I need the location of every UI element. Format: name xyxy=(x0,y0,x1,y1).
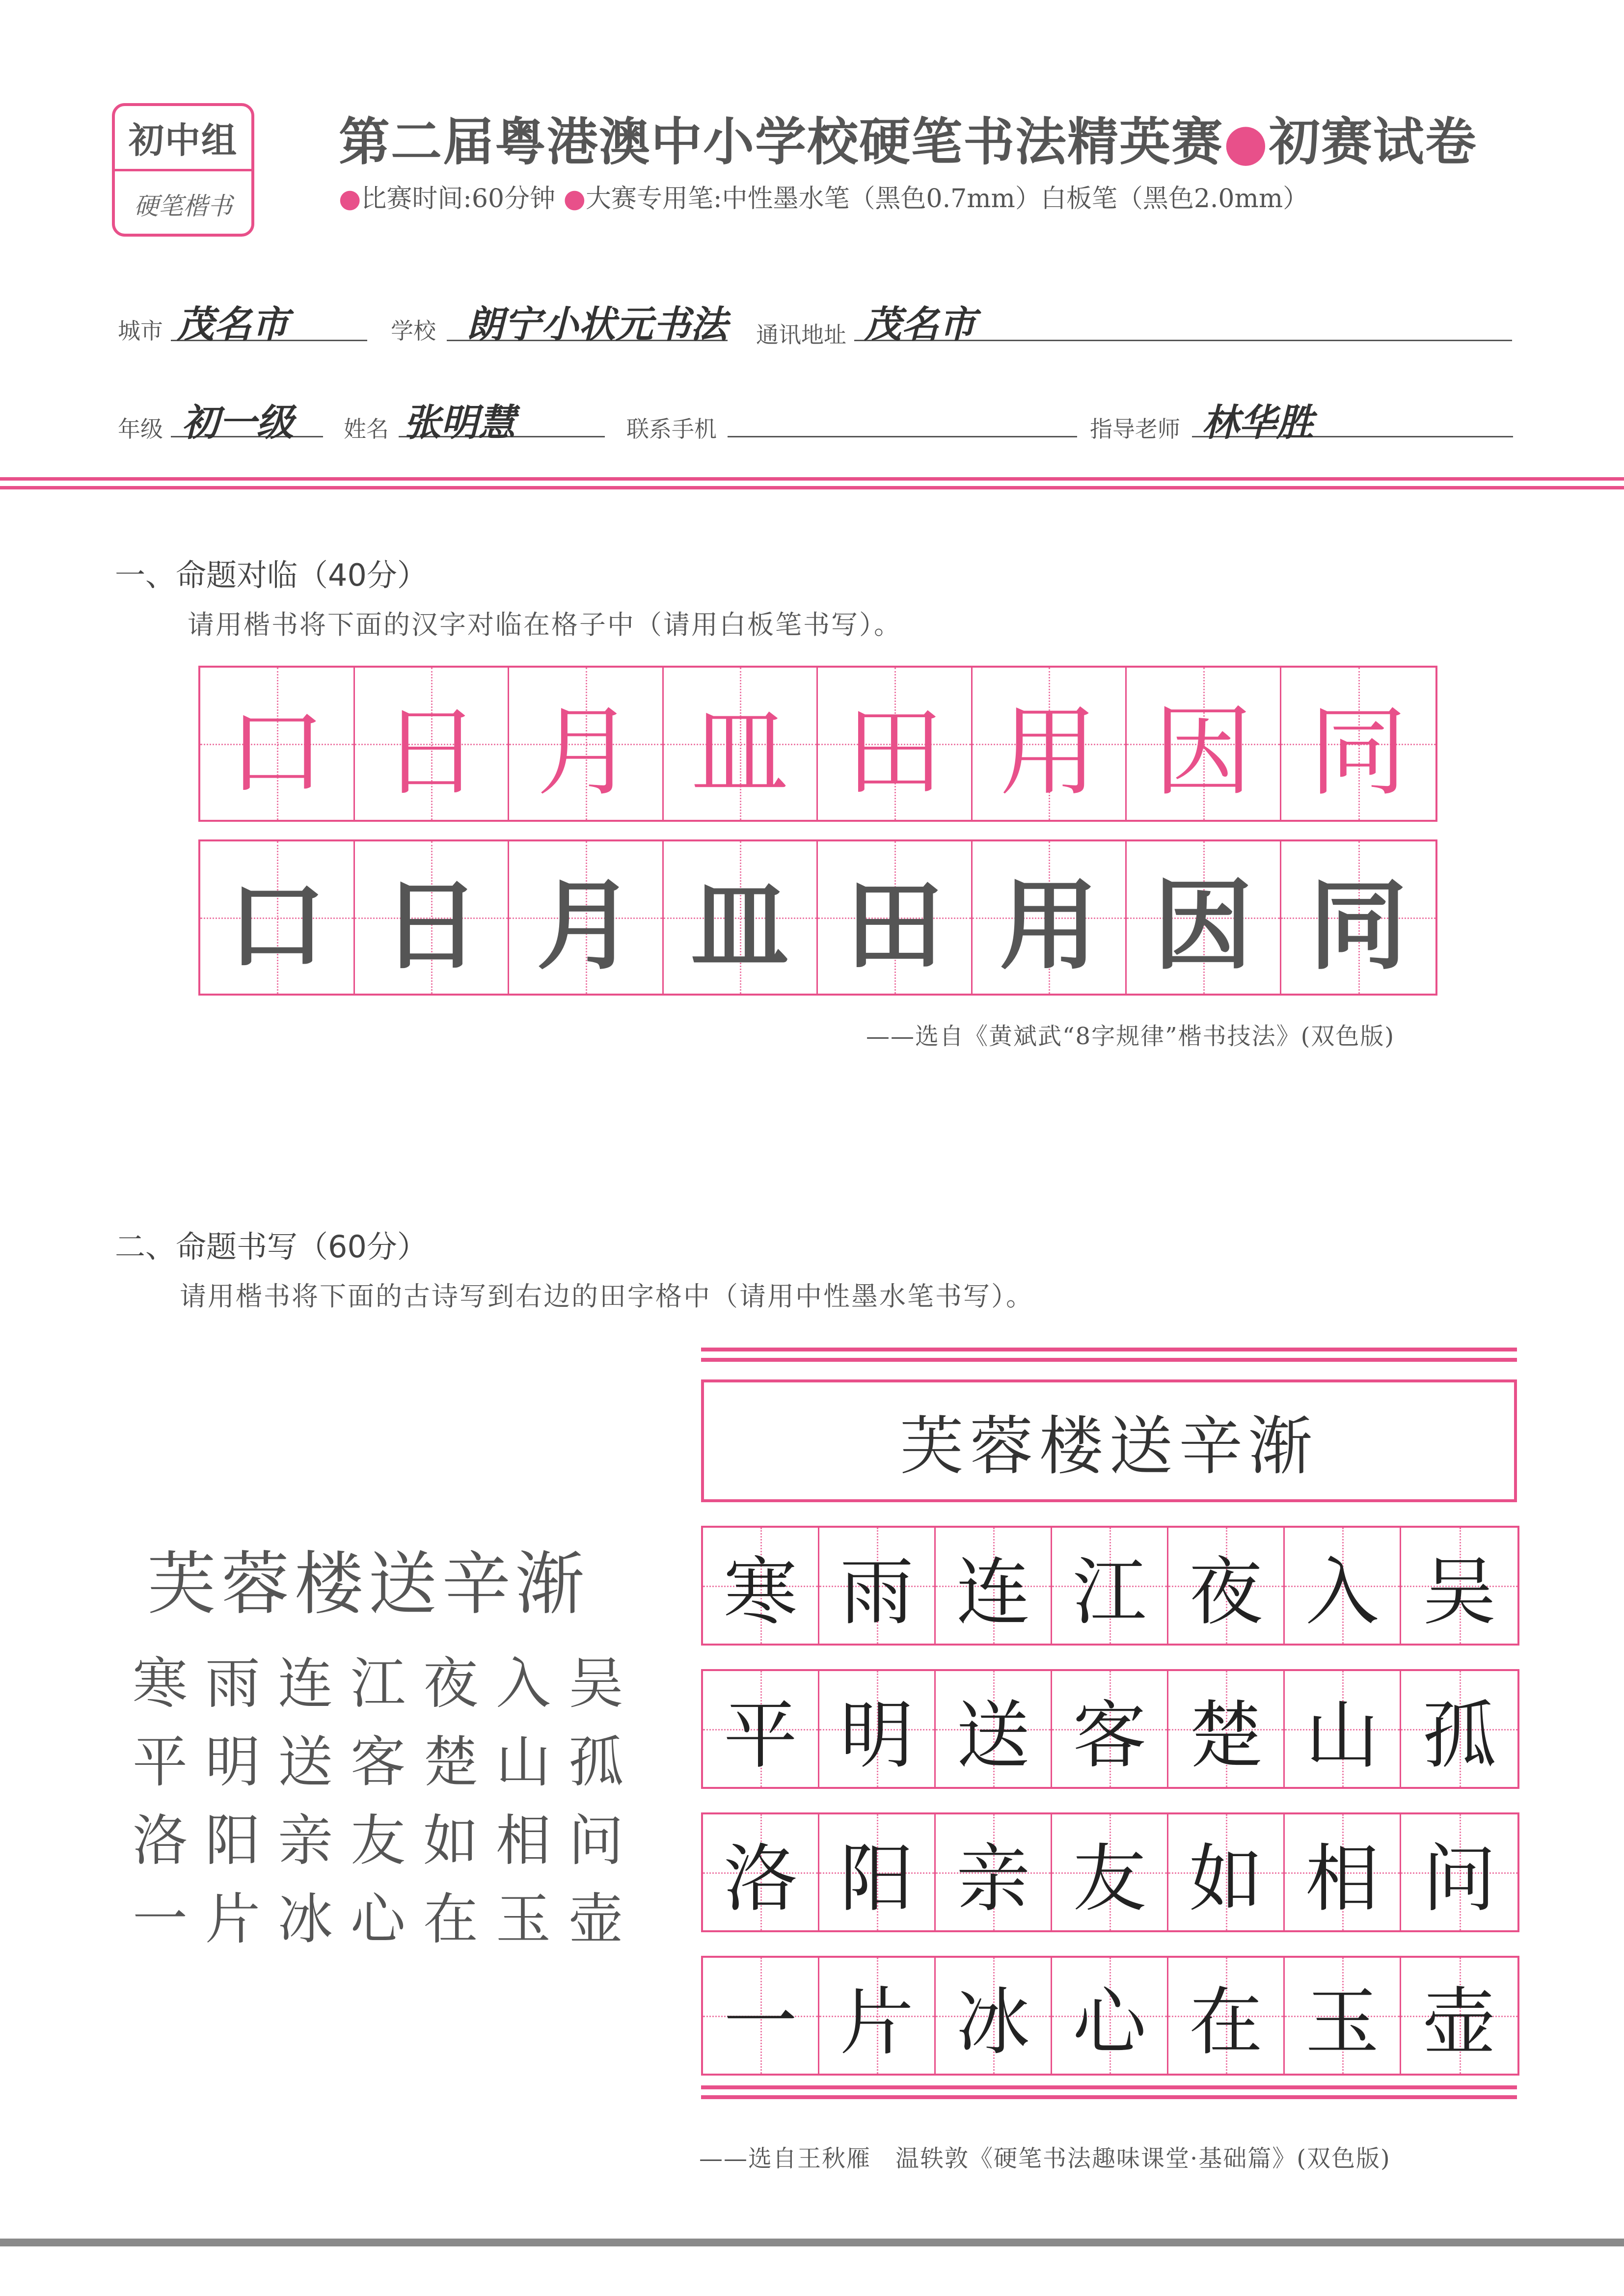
poem-char: 问 xyxy=(1422,1837,1496,1922)
grid-cell[interactable] xyxy=(1285,1814,1401,1930)
written-char: 皿 xyxy=(691,868,789,983)
poem-char: 寒 xyxy=(723,1550,797,1635)
section1-instruction: 请用楷书将下面的汉字对临在格子中（请用白板笔书写）。 xyxy=(188,609,902,640)
section1-source: ——选自《黄斌武“8字规律”楷书技法》(双色版) xyxy=(866,1023,1395,1050)
grid-cell[interactable] xyxy=(1285,1671,1401,1787)
grid-cell[interactable] xyxy=(703,1671,819,1787)
grid-cell[interactable] xyxy=(1052,1528,1168,1644)
grid-cell[interactable] xyxy=(936,1671,1052,1787)
name-label: 姓名 xyxy=(344,416,389,442)
grid-cell xyxy=(818,668,973,820)
model-char: 口 xyxy=(227,695,326,810)
poem-char: 一 xyxy=(723,1980,797,2065)
grid-cell[interactable] xyxy=(1052,1814,1168,1930)
grid-cell[interactable] xyxy=(819,1958,936,2074)
poem-char: 吴 xyxy=(1422,1550,1496,1635)
answer-char-grid[interactable] xyxy=(198,839,1437,996)
model-char: 月 xyxy=(536,695,635,810)
bullet-2: ● xyxy=(563,184,586,214)
name-value[interactable]: 张明慧 xyxy=(404,401,515,444)
bottom-scan-edge xyxy=(0,2239,1624,2246)
grade-value[interactable]: 初一级 xyxy=(182,401,294,444)
bullet-1: ● xyxy=(339,184,361,214)
grid-cell[interactable] xyxy=(1168,1814,1285,1930)
group-badge xyxy=(112,103,254,237)
title-dot: ● xyxy=(1223,112,1269,172)
grid-cell[interactable] xyxy=(1052,1671,1168,1787)
grid-cell xyxy=(200,668,355,820)
model-poem-line: 平明送客楚山孤 xyxy=(133,1730,641,1794)
model-char: 田 xyxy=(845,695,944,810)
grade-label: 年级 xyxy=(118,416,163,442)
grid-cell xyxy=(1281,668,1436,820)
address-label: 通讯地址 xyxy=(756,322,846,348)
city-value[interactable]: 茂名市 xyxy=(177,302,289,346)
grid-cell[interactable] xyxy=(1168,1671,1285,1787)
poem-char: 孤 xyxy=(1422,1693,1496,1779)
written-char: 月 xyxy=(536,868,635,983)
poem-char: 友 xyxy=(1072,1837,1146,1922)
grid-cell[interactable] xyxy=(1168,1958,1285,2074)
poem-char: 客 xyxy=(1072,1693,1146,1779)
grid-cell[interactable] xyxy=(1401,1814,1517,1930)
model-char: 皿 xyxy=(691,695,789,810)
model-poem-title: 芙蓉楼送辛渐 xyxy=(147,1544,590,1624)
grid-cell[interactable] xyxy=(819,1814,936,1930)
grid-cell[interactable] xyxy=(1168,1528,1285,1644)
poem-bottom-rule-1 xyxy=(701,2085,1517,2089)
header-divider-top xyxy=(0,477,1624,481)
grid-cell xyxy=(509,668,664,820)
grid-cell[interactable] xyxy=(703,1958,819,2074)
section2-instruction: 请用楷书将下面的古诗写到右边的田字格中（请用中性墨水笔书写）。 xyxy=(180,1281,1034,1312)
time-info: 比赛时间:60分钟 xyxy=(361,184,556,214)
grid-cell[interactable] xyxy=(703,1528,819,1644)
poem-char: 连 xyxy=(956,1550,1030,1635)
exam-info xyxy=(339,178,1308,215)
grid-cell[interactable] xyxy=(936,1958,1052,2074)
grid-cell[interactable] xyxy=(1285,1528,1401,1644)
grid-cell[interactable] xyxy=(1127,841,1281,994)
poem-char: 雨 xyxy=(839,1550,914,1635)
model-poem-line: 寒雨连江夜入吴 xyxy=(133,1652,641,1716)
poem-char: 壶 xyxy=(1422,1980,1496,2065)
poem-char: 夜 xyxy=(1189,1550,1263,1635)
written-char: 同 xyxy=(1309,868,1407,983)
poem-title-box[interactable] xyxy=(701,1379,1517,1502)
poem-top-rule-1 xyxy=(701,1348,1517,1351)
poem-char: 亲 xyxy=(956,1837,1030,1922)
grid-cell xyxy=(355,668,510,820)
grid-cell[interactable] xyxy=(973,841,1127,994)
poem-char: 在 xyxy=(1189,1980,1263,2065)
poem-bottom-rule-2 xyxy=(701,2095,1517,2099)
phone-line[interactable] xyxy=(728,436,1077,437)
poem-top-rule-2 xyxy=(701,1358,1517,1362)
written-char: 因 xyxy=(1154,868,1252,983)
poem-row-grid[interactable] xyxy=(701,1669,1519,1789)
poem-char: 送 xyxy=(956,1693,1030,1779)
grid-cell[interactable] xyxy=(1281,841,1436,994)
poem-char: 明 xyxy=(839,1693,914,1779)
written-char: 用 xyxy=(1000,868,1098,983)
poem-char: 洛 xyxy=(723,1837,797,1922)
title-suffix: 初赛试卷 xyxy=(1269,112,1477,172)
model-poem-line: 洛阳亲友如相问 xyxy=(133,1809,641,1873)
pen-info: 大赛专用笔:中性墨水笔（黑色0.7mm）白板笔（黑色2.0mm） xyxy=(585,184,1309,214)
poem-char: 如 xyxy=(1189,1837,1263,1922)
grid-cell[interactable] xyxy=(1285,1958,1401,2074)
grid-cell[interactable] xyxy=(819,1671,936,1787)
badge-category: 硬笔楷书 xyxy=(134,192,232,220)
grid-cell xyxy=(664,668,818,820)
section2-source: ——选自王秋雁 温轶敦《硬笔书法趣味课堂·基础篇》(双色版) xyxy=(699,2145,1391,2172)
grid-cell[interactable] xyxy=(936,1814,1052,1930)
poem-row-grid[interactable] xyxy=(701,1812,1519,1932)
model-char: 用 xyxy=(1000,695,1098,810)
grid-cell[interactable] xyxy=(664,841,818,994)
written-char: 日 xyxy=(382,868,481,983)
written-char: 田 xyxy=(845,868,944,983)
grid-cell[interactable] xyxy=(936,1528,1052,1644)
grid-cell[interactable] xyxy=(819,1528,936,1644)
section1-heading: 一、命题对临（40分） xyxy=(115,557,428,593)
phone-label: 联系手机 xyxy=(626,416,717,442)
model-char: 同 xyxy=(1309,695,1407,810)
grid-cell[interactable] xyxy=(1401,1958,1517,2074)
grid-cell xyxy=(973,668,1127,820)
header-divider-bottom xyxy=(0,486,1624,489)
grid-cell[interactable] xyxy=(355,841,510,994)
grid-cell[interactable] xyxy=(1401,1671,1517,1787)
poem-char: 相 xyxy=(1305,1837,1379,1922)
address-value[interactable]: 茂名市 xyxy=(864,302,976,346)
poem-char: 片 xyxy=(839,1980,914,2065)
badge-group: 初中组 xyxy=(115,106,251,171)
poem-char: 心 xyxy=(1072,1980,1146,2065)
page-title xyxy=(339,101,1477,174)
poem-char: 冰 xyxy=(956,1980,1030,2065)
title-main: 第二届粤港澳中小学校硬笔书法精英赛 xyxy=(339,112,1224,172)
poem-char: 楚 xyxy=(1189,1693,1263,1779)
grid-cell xyxy=(1127,668,1281,820)
model-char: 因 xyxy=(1154,695,1252,810)
poem-char: 入 xyxy=(1305,1550,1379,1635)
poem-char: 阳 xyxy=(839,1837,914,1922)
grid-cell[interactable] xyxy=(1401,1528,1517,1644)
poem-row-grid[interactable] xyxy=(701,1956,1519,2076)
teacher-value[interactable]: 林华胜 xyxy=(1202,401,1314,444)
poem-char: 玉 xyxy=(1305,1980,1379,2065)
model-poem-line: 一片冰心在玉壶 xyxy=(133,1888,641,1951)
section2-heading: 二、命题书写（60分） xyxy=(115,1229,428,1265)
city-label: 城市 xyxy=(118,318,163,344)
model-char: 日 xyxy=(382,695,481,810)
school-value[interactable]: 朗宁小状元书法 xyxy=(466,302,728,346)
school-label: 学校 xyxy=(391,318,436,344)
grid-cell[interactable] xyxy=(818,841,973,994)
poem-char: 山 xyxy=(1305,1693,1379,1779)
teacher-label: 指导老师 xyxy=(1090,416,1180,442)
grid-cell[interactable] xyxy=(200,841,355,994)
poem-row-grid[interactable] xyxy=(701,1526,1519,1646)
model-char-grid xyxy=(198,666,1437,822)
grid-cell[interactable] xyxy=(509,841,664,994)
grid-cell[interactable] xyxy=(703,1814,819,1930)
poem-char: 平 xyxy=(723,1693,797,1779)
written-char: 口 xyxy=(227,868,326,983)
poem-char: 江 xyxy=(1072,1550,1146,1635)
written-poem-title: 芙蓉楼送辛渐 xyxy=(899,1408,1318,1484)
grid-cell[interactable] xyxy=(1052,1958,1168,2074)
